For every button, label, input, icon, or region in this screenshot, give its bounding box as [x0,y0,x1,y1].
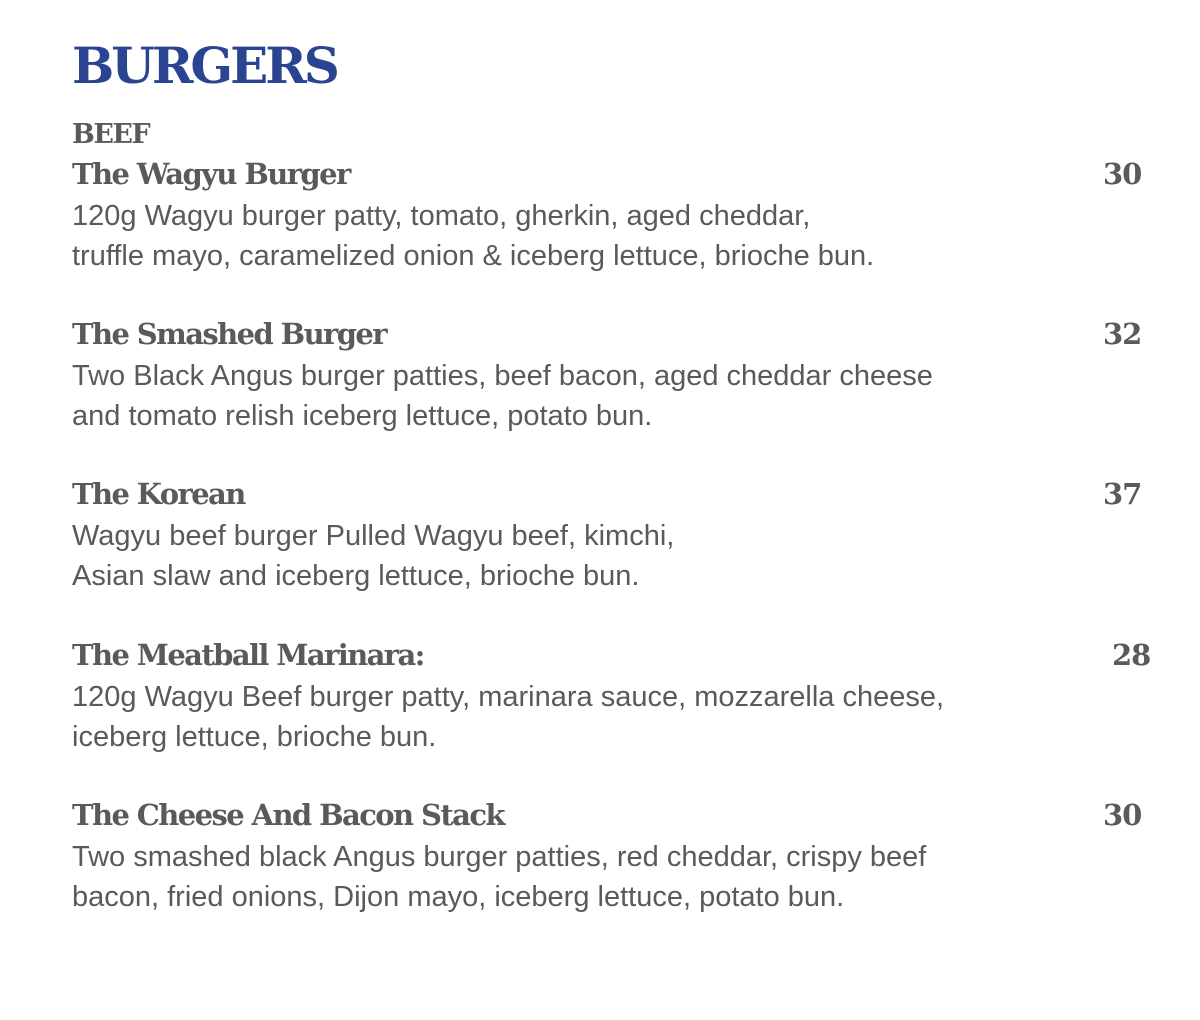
item-description [72,356,1072,436]
item-description [72,516,1072,596]
description-line: iceberg lettuce, brioche bun. [72,721,437,753]
item-description [72,196,1072,276]
item-name: The Korean [72,477,245,511]
item-price: 32 [1103,317,1142,351]
description-line: 120g Wagyu Beef burger patty, marinara sauce, mozzarella cheese, [72,681,945,713]
item-name: The Meatball Marinara: [72,638,424,672]
item-description [72,837,1072,917]
description-line: 120g Wagyu burger patty, tomato, gherkin, aged cheddar, [72,200,811,232]
description-line: Two smashed black Angus burger patties, red cheddar, crispy beef [72,841,927,873]
description-line: and tomato relish iceberg lettuce, potato bun. [72,400,653,432]
description-line: truffle mayo, caramelized onion & iceberg lettuce, brioche bun. [72,240,875,272]
item-description [72,677,1072,757]
item-price: 37 [1103,477,1142,511]
item-price: 30 [1103,798,1142,832]
description-line: Asian slaw and iceberg lettuce, brioche bun. [72,560,640,592]
description-line: Wagyu beef burger Pulled Wagyu beef, kimchi, [72,520,675,552]
category-heading: BEEF [72,119,150,150]
item-price: 28 [1112,638,1151,672]
description-line: Two Black Angus burger patties, beef bacon, aged cheddar cheese [72,360,933,392]
item-name: The Cheese And Bacon Stack [72,798,504,832]
item-name: The Smashed Burger [72,317,386,351]
description-line: bacon, fried onions, Dijon mayo, iceberg lettuce, potato bun. [72,881,845,913]
item-price: 30 [1103,157,1142,191]
menu-title: BURGERS [72,36,337,95]
item-name: The Wagyu Burger [72,157,350,191]
